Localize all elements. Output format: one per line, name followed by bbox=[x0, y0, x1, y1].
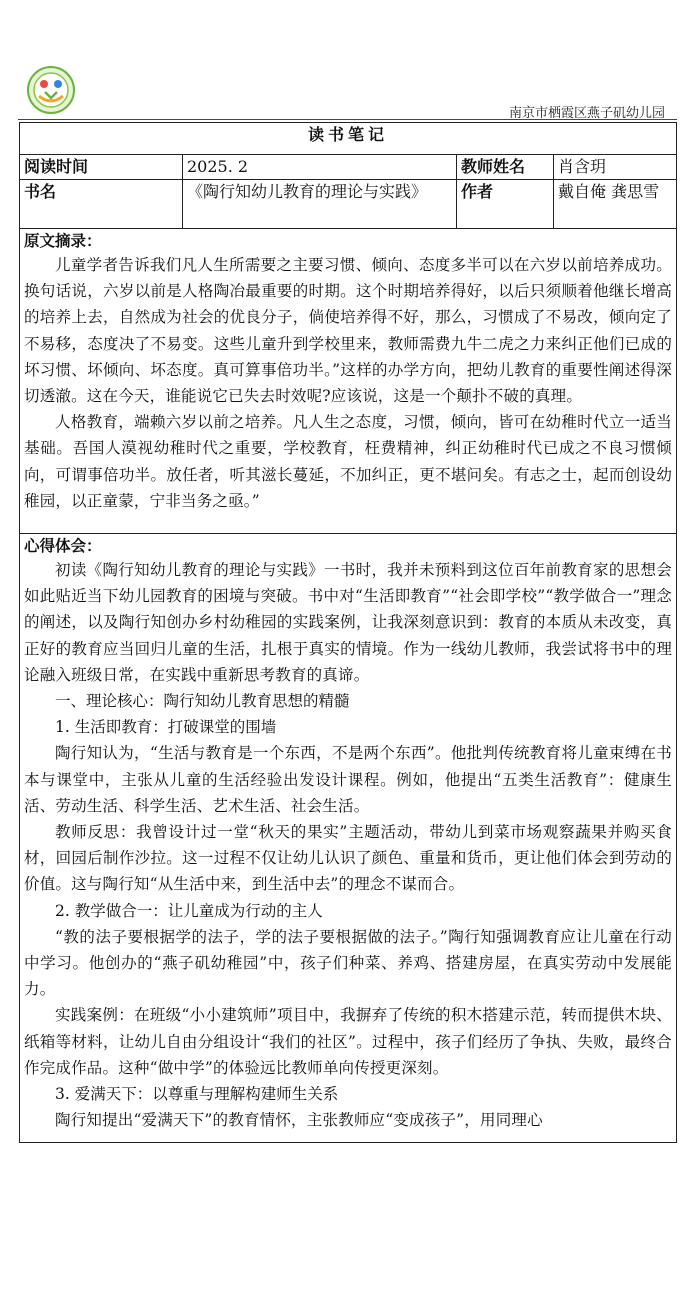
point-heading: 1. 生活即教育：打破课堂的围墙 bbox=[55, 718, 277, 737]
point-heading: 3. 爱满天下：以尊重与理解构建师生关系 bbox=[55, 1085, 339, 1104]
header-divider bbox=[18, 119, 677, 120]
author-label: 作者 bbox=[457, 180, 554, 229]
point-reflection: 教师反思：我曾设计过一堂“秋天的果实”主题活动，带幼儿到菜市场观察蔬果并购买食材，回园后制作沙拉。这一过程不仅让幼儿认识了颜色、重量和货币，更让他们体会到劳动的价值。这与陶行知“从生活中来，到生活中去”的理念不谋而合。 bbox=[24, 823, 673, 894]
excerpt-label: 原文摘录： bbox=[24, 231, 102, 250]
point-text: 陶行知提出“爱满天下”的教育情怀，主张教师应“变成孩子”，用同理心 bbox=[55, 1111, 543, 1130]
excerpt-paragraph: 儿童学者告诉我们凡人生所需要之主要习惯、倾向、态度多半可以在六岁以前培养成功。换句话说，六岁以前是人格陶冶最重要的时期。这个时期培养得好，以后只须顺着他继长增高的培养上去，自然成为社会的优良分子，倘使培养得不好，那么，习惯成了不易改，倾向定了不易移，态度决了不易变。这些儿童升到学校里来，教师需费九牛二虎之力来纠正他们已成的坏习惯、坏倾向、坏态度。真可算事倍功半。”这样的办学方向，把幼儿教育的重要性阐述得深切透澈。这在今天，谁能说它已失去时效呢?应该说，这是一个颠扑不破的真理。 bbox=[24, 256, 673, 406]
reflection-label: 心得体会： bbox=[24, 536, 102, 555]
book-title-value: 《陶行知幼儿教育的理论与实践》 bbox=[183, 180, 457, 229]
reflection-intro: 初读《陶行知幼儿教育的理论与实践》一书时，我并未预料到这位百年前教育家的思想会如此贴近当下幼儿园教育的困境与突破。书中对“生活即教育”“社会即学校”“教学做合一”理念的阐述，以及陶行知创办乡村幼稚园的实践案例，让我深刻意识到：教育的本质从未改变，真正好的教育应当回归儿童的生活，扎根于真实的情境。作为一线幼儿教师，我尝试将书中的理论融入班级日常，在实践中重新思考教育的真谛。 bbox=[24, 561, 673, 684]
form-title: 读书笔记 bbox=[20, 123, 677, 155]
section-heading: 一、理论核心：陶行知幼儿教育思想的精髓 bbox=[55, 692, 350, 711]
reading-time-label: 阅读时间 bbox=[20, 155, 183, 180]
point-case: 实践案例：在班级“小小建筑师”项目中，我摒弃了传统的积木搭建示范，转而提供木块、纸箱等材料，让幼儿自由分组设计“我们的社区”。过程中，孩子们经历了争执、失败，最终合作完成作品。这种“做中学”的体验远比教师单向传授更深刻。 bbox=[24, 1006, 673, 1077]
book-label: 书名 bbox=[20, 180, 183, 229]
teacher-label: 教师姓名 bbox=[457, 155, 554, 180]
point-heading: 2. 教学做合一：让儿童成为行动的主人 bbox=[55, 901, 323, 920]
point-text: “教的法子要根据学的法子，学的法子要根据做的法子。”陶行知强调教育应让儿童在行动中学习。他创办的“燕子矶幼稚园”中，孩子们种菜、养鸡、搭建房屋，在真实劳动中发展能力。 bbox=[24, 927, 673, 999]
excerpt-section bbox=[20, 229, 677, 534]
school-name: 南京市栖霞区燕子矶幼儿园 bbox=[508, 106, 665, 121]
reflection-section bbox=[20, 534, 677, 1143]
point-text: 陶行知认为，“生活与教育是一个东西，不是两个东西”。他批判传统教育将儿童束缚在书本与课堂中，主张从儿童的生活经验出发设计课程。例如，他提出“五类生活教育”：健康生活、劳动生活、科学生活、艺术生活、社会生活。 bbox=[24, 744, 673, 815]
reading-note-form bbox=[19, 122, 677, 1143]
reading-time-value: 2025. 2 bbox=[183, 155, 457, 180]
kindergarten-logo bbox=[27, 66, 75, 114]
teacher-value: 肖含玥 bbox=[554, 155, 677, 180]
excerpt-paragraph: 人格教育，端赖六岁以前之培养。凡人生之态度，习惯，倾向，皆可在幼稚时代立一适当基础。吾国人漠视幼稚时代之重要，学校教育，枉费精神，纠正幼稚时代已成之不良习惯倾向，可谓事倍功半。放任者，听其滋长蔓延，不加纠正，更不堪问矣。有志之士，起而创设幼稚园，以正童蒙，宁非当务之亟。” bbox=[24, 413, 673, 510]
author-value: 戴自俺 龚思雪 bbox=[554, 180, 677, 229]
